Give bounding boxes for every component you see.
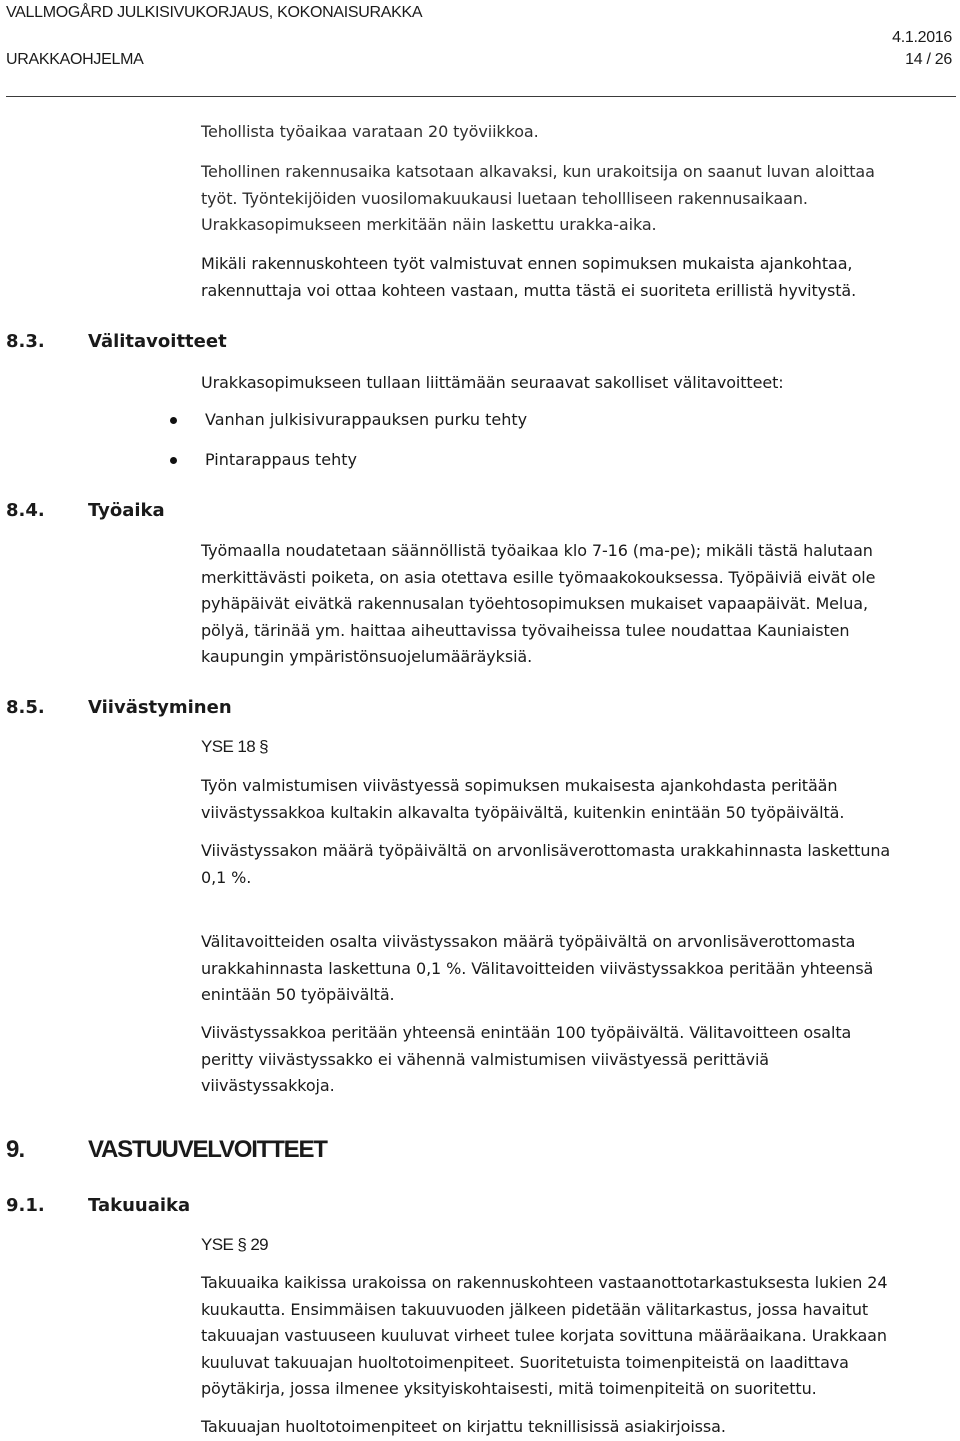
section-8-4-heading: Työaika <box>88 500 165 521</box>
section-8-4-number: 8.4. <box>6 500 45 521</box>
intro-paragraph-3: Mikäli rakennuskohteen työt valmistuvat ennen sopimuksen mukaista ajankohtaa, rakennuttaja voi ottaa kohteen vastaan, mutta tästä ei suoriteta erillistä hyvitystä. <box>201 254 857 300</box>
section-9-1-heading: Takuuaika <box>88 1195 191 1216</box>
chapter-9-number: 9. <box>6 1136 25 1163</box>
section-9-1-paragraph-2: Takuuajan huoltotoimenpiteet on kirjattu teknillisissä asiakirjoissa. <box>201 1417 726 1436</box>
section-8-5-paragraph-3: Välitavoitteiden osalta viivästyssakon määrä työpäivältä on arvonlisäverottomasta urakkahinnasta laskettuna 0,1 %. Välitavoitteiden viivästyssakkoa peritään yhteensä enintään 50 työpäivältä. <box>201 932 874 1004</box>
section-8-5-paragraph-4: Viivästyssakkoa peritään yhteensä enintään 100 työpäivältä. Välitavoitteen osalta peritty viivästyssakko ei vähennä valmistumisen viivästyessä perittäviä viivästyssakkoja. <box>201 1023 852 1095</box>
section-9-1-paragraph-1: Takuuaika kaikissa urakoissa on rakennuskohteen vastaanottotarkastuksesta lukien 24 kuukautta. Ensimmäisen takuuvuoden jälkeen pidetään välitarkastus, jossa havaitut takuuajan vastuuseen kuuluvat virheet tulee korjata sovittuna määräaikana. Urakkaan kuuluvat takuuajan huoltotoimenpiteet. Suoritetuista toimenpiteistä on laadittava pöytäkirja, jossa ilmenee yksityiskohtaisesti, mitä toimenpiteitä on suoritettu. <box>201 1273 888 1398</box>
header-divider <box>6 96 956 97</box>
document-date: 4.1.2016 <box>892 29 952 46</box>
list-item-text: Pintarappaus tehty <box>205 450 358 469</box>
yse-reference-29: YSE § 29 <box>201 1235 269 1254</box>
list-item-text: Vanhan julkisivurappauksen purku tehty <box>205 410 528 429</box>
section-8-3-intro: Urakkasopimukseen tullaan liittämään seuraavat sakolliset välitavoitteet: <box>201 373 784 392</box>
bullet-icon <box>170 417 177 424</box>
page-number: 14 / 26 <box>905 51 952 68</box>
bullet-icon <box>170 457 177 464</box>
section-8-5-heading: Viivästyminen <box>88 697 232 718</box>
section-8-5-paragraph-2: Viivästyssakon määrä työpäivältä on arvonlisäverottomasta urakkahinnasta laskettuna 0,1 %. <box>201 841 891 887</box>
intro-paragraph-1: Tehollista työaikaa varataan 20 työviikkoa. <box>201 122 539 141</box>
document-title: VALLMOGÅRD JULKISIVUKORJAUS, KOKONAISURAKKA <box>6 4 423 21</box>
chapter-9-heading: VASTUUVELVOITTEET <box>88 1136 327 1163</box>
section-8-5-paragraph-1: Työn valmistumisen viivästyessä sopimuksen mukaisesta ajankohdasta peritään viivästyssakkoa kultakin alkavalta työpäivältä, kuitenkin enintään 50 työpäivältä. <box>201 776 845 822</box>
intro-paragraph-2: Tehollinen rakennusaika katsotaan alkavaksi, kun urakoitsija on saanut luvan aloittaa työt. Työntekijöiden vuosilomakuukausi luetaan tehollliseen rakennusaikaan. Urakkasopimukseen merkitään näin laskettu urakka-aika. <box>201 162 875 234</box>
document-subtitle: URAKKAOHJELMA <box>6 51 144 68</box>
section-9-1-number: 9.1. <box>6 1195 45 1216</box>
section-8-4-text: Työmaalla noudatetaan säännöllistä työaikaa klo 7-16 (ma-pe); mikäli tästä halutaan merkittävästi poiketa, on asia otettava esille työmaakokouksessa. Työpäiviä eivät ole pyhäpäivät eivätkä rakennusalan työehtosopimuksen mukaiset vapaapäivät. Melua, pölyä, tärinää ym. haittaa aiheuttavissa työvaiheissa tulee noudattaa Kauniaisten kaupungin ympäristönsuojelumääräyksiä. <box>201 541 876 666</box>
section-8-3-heading: Välitavoitteet <box>88 331 227 352</box>
section-8-3-number: 8.3. <box>6 331 45 352</box>
yse-reference-18: YSE 18 § <box>201 737 269 756</box>
section-8-5-number: 8.5. <box>6 697 45 718</box>
